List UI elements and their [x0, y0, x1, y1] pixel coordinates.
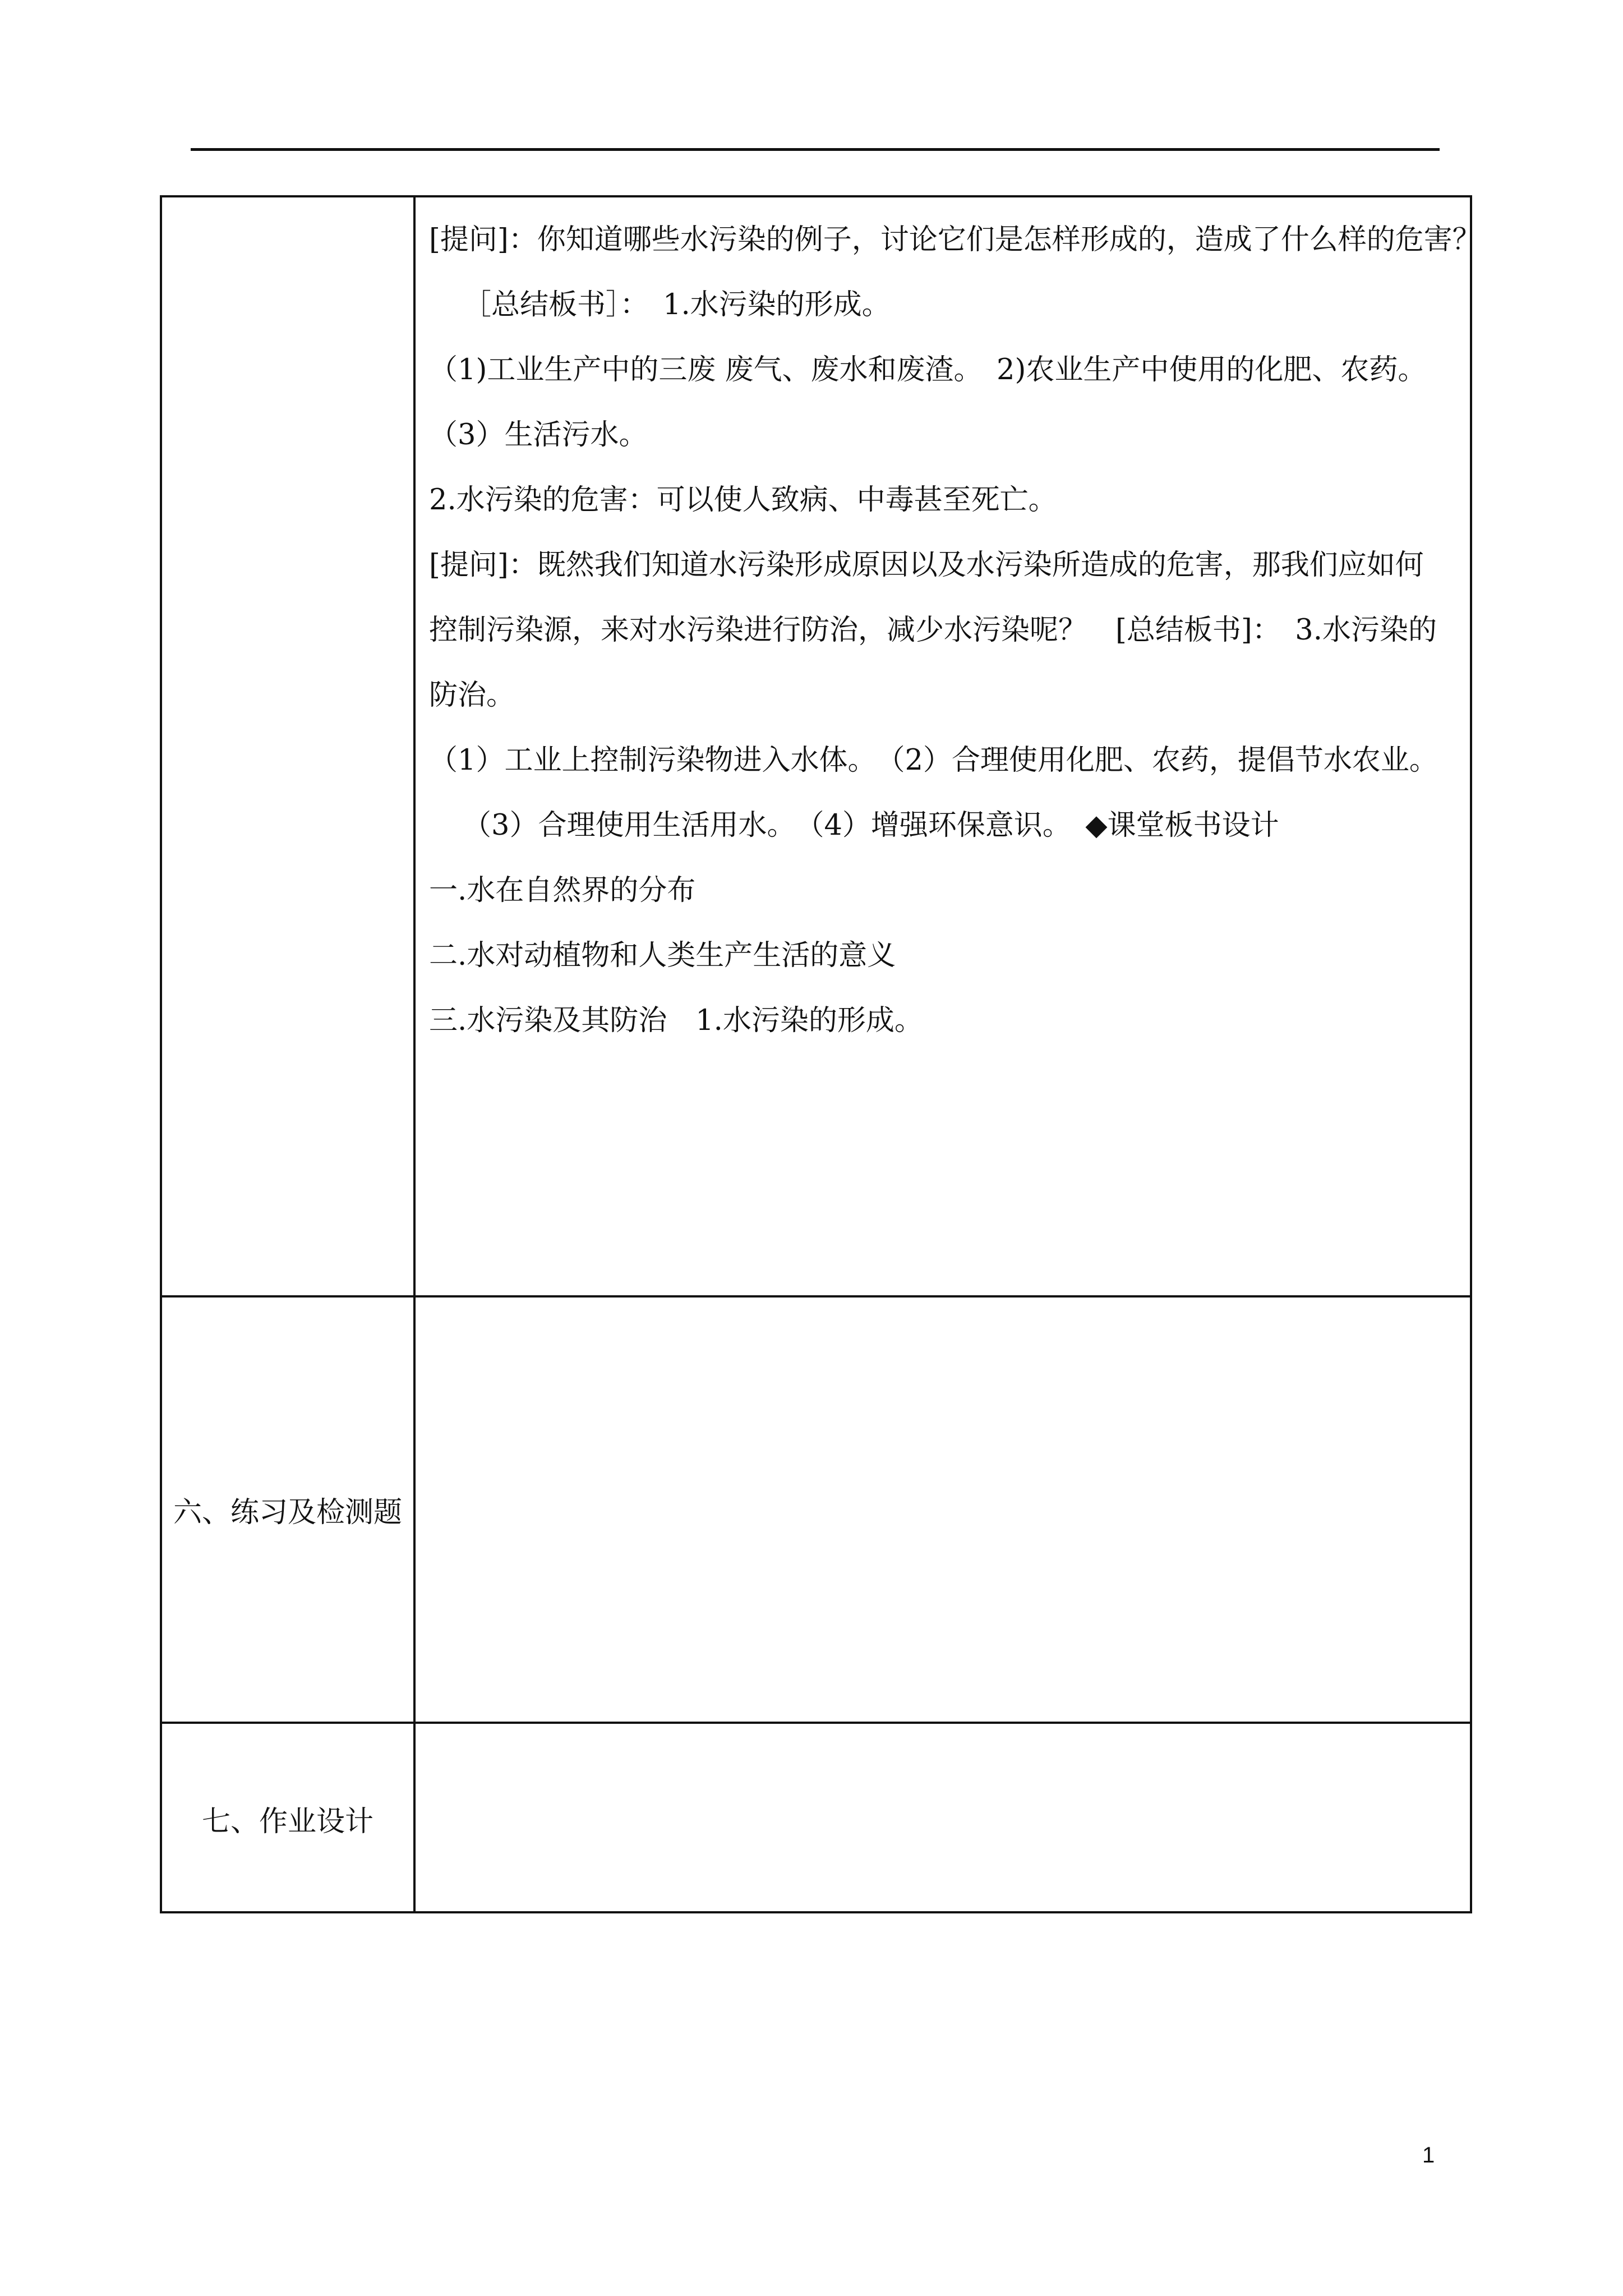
- page-number: 1: [1422, 2143, 1435, 2168]
- text-line: （1)工业生产中的三废 废气、废水和废渣。 2)农业生产中使用的化肥、农药。: [429, 353, 1427, 386]
- practice-section-label: 六、练习及检测题: [173, 1496, 402, 1529]
- text-line: 2.水污染的危害：可以使人致病、中毒甚至死亡。: [429, 484, 1057, 517]
- text-line: 控制污染源，来对水污染进行防治，减少水污染呢？ [总结板书]： 3.水污染的: [429, 614, 1437, 647]
- column-divider: [413, 197, 416, 1911]
- text-line: 一.水在自然界的分布: [429, 874, 696, 907]
- text-line: [提问]：你知道哪些水污染的例子，讨论它们是怎样形成的，造成了什么样的危害？: [429, 223, 1481, 256]
- homework-section-label: 七、作业设计: [201, 1805, 374, 1838]
- text-line: （3）生活污水。: [429, 418, 648, 452]
- text-line: 二.水对动植物和人类生产生活的意义: [429, 939, 896, 972]
- text-line: 防治。: [429, 679, 515, 712]
- text-line: ［总结板书］： 1.水污染的形成。: [463, 288, 891, 321]
- header-rule: [191, 148, 1440, 151]
- text-line: 三.水污染及其防治 1.水污染的形成。: [429, 1004, 923, 1037]
- teaching-process-cell: [429, 208, 1481, 1053]
- text-line: [提问]：既然我们知道水污染形成原因以及水污染所造成的危害，那我们应如何: [429, 549, 1424, 582]
- text-line: （3）合理使用生活用水。 （4）增强环保意识。 ◆课堂板书设计: [463, 809, 1279, 842]
- lesson-plan-table: [160, 195, 1481, 1913]
- text-line: （1）工业上控制污染物进入水体。 （2）合理使用化肥、农药，提倡节水农业。: [429, 744, 1438, 777]
